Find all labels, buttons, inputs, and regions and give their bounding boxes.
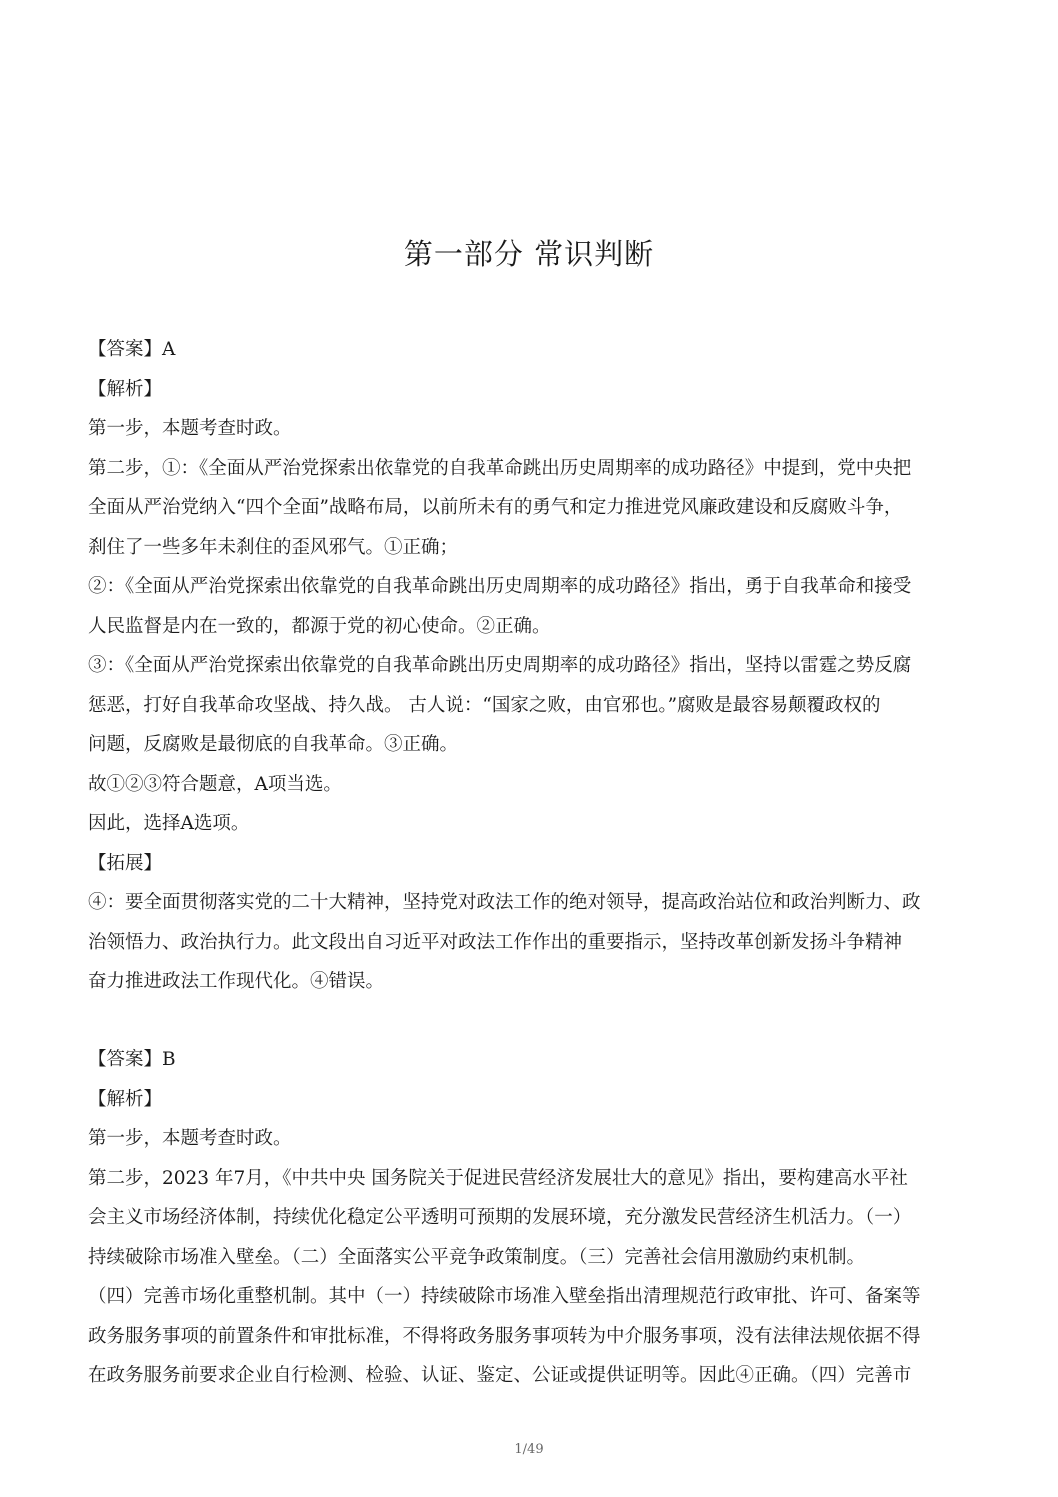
page-title: 第一部分 常识判断 (403, 237, 655, 271)
text-line: 奋力推进政法工作现代化。④错误。 (88, 971, 385, 992)
text-line: 人民监督是内在一致的，都源于党的初心使命。②正确。 (88, 615, 551, 637)
text-line: 刹住了一些多年未刹住的歪风邪气。①正确； (88, 536, 459, 558)
text-line: ③：《全面从严治党探索出依靠党的自我革命跳出历史周期率的成功路径》指出，坚持以雷霆之势反腐 (88, 655, 912, 676)
text-line: （四）完善市场化重整机制。其中（一）持续破除市场准入壁垒指出清理规范行政审批、许可、备案等 (88, 1286, 921, 1307)
extension-label: 【拓展】 (88, 852, 163, 874)
text-line: 因此，选择A选项。 (88, 813, 250, 834)
answer-label: 【答案】A (88, 339, 176, 360)
text-line: 治领悟力、政治执行力。此文段出自习近平对政法工作作出的重要指示，坚持改革创新发扬斗争精神 (88, 931, 903, 953)
text-line: 惩恶，打好自我革命攻坚战、持久战。 古人说：“国家之败，由官邪也。”腐败是最容易颠覆政权的 (88, 694, 881, 716)
text-line: 全面从严治党纳入“四个全面”战略布局，以前所未有的勇气和定力推进党风廉政建设和反腐败斗争， (88, 497, 903, 518)
answer-label: 【答案】B (88, 1049, 176, 1070)
text-line: 会主义市场经济体制，持续优化稳定公平透明可预期的发展环境，充分激发民营经济生机活力。（一） (88, 1207, 912, 1228)
analysis-label: 【解析】 (88, 378, 163, 400)
text-line: 第一步，本题考查时政。 (88, 1128, 292, 1149)
text-line: 第一步，本题考查时政。 (88, 418, 292, 439)
text-line: ④：要全面贯彻落实党的二十大精神，坚持党对政法工作的绝对领导，提高政治站位和政治判断力、政 (88, 892, 921, 913)
text-line: 第二步，①：《全面从严治党探索出依靠党的自我革命跳出历史周期率的成功路径》中提到，党中央把 (88, 457, 912, 479)
text-line: 第二步，2023 年7月，《中共中央 国务院关于促进民营经济发展壮大的意见》指出，要构建高水平社 (88, 1167, 908, 1189)
text-line: 故①②③符合题意，A项当选。 (88, 773, 342, 795)
page-number: 1/49 (514, 1442, 544, 1457)
analysis-label: 【解析】 (88, 1088, 163, 1110)
text-line: 持续破除市场准入壁垒。（二）全面落实公平竞争政策制度。（三）完善社会信用激励约束机制。 (88, 1246, 866, 1268)
text-line: 政务服务事项的前置条件和审批标准，不得将政务服务事项转为中介服务事项，没有法律法规依据不得 (88, 1325, 921, 1347)
text-line: ②：《全面从严治党探索出依靠党的自我革命跳出历史周期率的成功路径》指出，勇于自我革命和接受 (88, 576, 912, 597)
answer-section-1 (88, 330, 972, 1002)
answer-section-2 (88, 1040, 972, 1396)
text-line: 在政务服务前要求企业自行检测、检验、认证、鉴定、公证或提供证明等。因此④正确。（四）完善市 (88, 1365, 912, 1386)
text-line: 问题，反腐败是最彻底的自我革命。③正确。 (88, 734, 459, 755)
